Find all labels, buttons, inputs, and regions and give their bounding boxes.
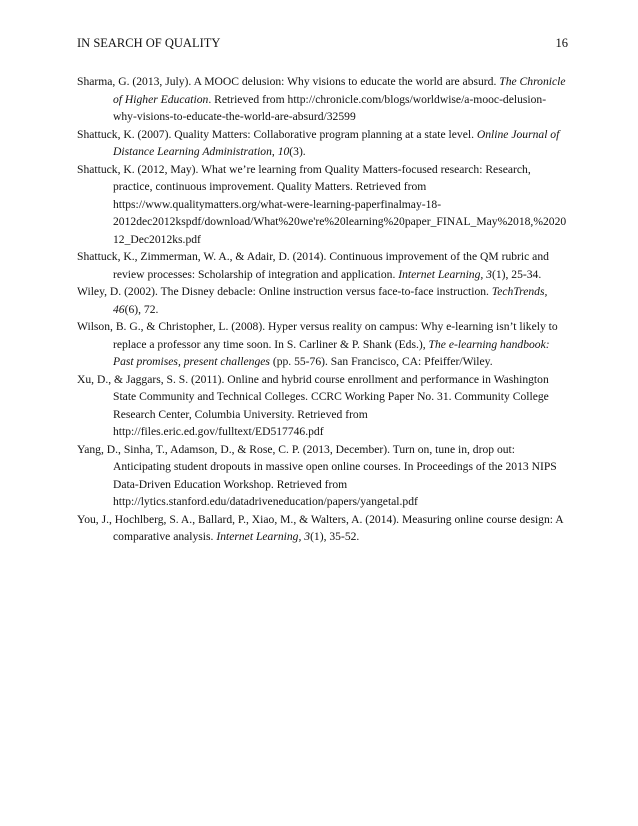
reference-text: Yang, D., Sinha, T., Adamson, D., & Rose, C. P. (2013, December). Turn on, tune in, drop out: Anticipating student dropouts in massive open online courses. In Proceedings of the 2013 NIPS Data-Driven Education Workshop. Retrieved from http://lytics.stanford.edu/datadriveneducation/papers/yangetal.pdf xyxy=(77,442,557,508)
reference-text: Shattuck, K., Zimmerman, W. A., & Adair, D. (2014). Continuous improvement of the QM rubric and review processes: Scholarship of integration and application. xyxy=(77,250,549,281)
reference-shattuck-2012 xyxy=(77,161,568,249)
reference-text: Wilson, B. G., & Christopher, L. (2008). Hyper versus reality on campus: Why e-learning isn’t likely to replace a professor any time soon. In S. Carliner & P. Shank (Eds.), xyxy=(77,320,558,351)
page-number: 16 xyxy=(555,36,568,50)
reference-list xyxy=(77,73,568,546)
reference-wiley-2002 xyxy=(77,283,568,318)
reference-source: Internet Learning, 3 xyxy=(398,267,492,281)
reference-shattuck-2014 xyxy=(77,248,568,283)
reference-text: Xu, D., & Jaggars, S. S. (2011). Online and hybrid course enrollment and performance in Washington State Community and Technical Colleges. CCRC Working Paper No. 31. Community College Research Center, Columbia University. Retrieved from http://files.eric.ed.gov/fulltext/ED517746.pdf xyxy=(77,372,549,438)
reference-volume: 10 xyxy=(277,145,290,158)
reference-text: (3). xyxy=(289,145,306,158)
reference-text: Sharma, G. (2013, July). A MOOC delusion: Why visions to educate the world are absurd. xyxy=(77,75,500,88)
reference-text: Shattuck, K. (2012, May). What we’re learning from Quality Matters-focused research: Research, practice, continuous improvement. Quality Matters. Retrieved from https://www.qualitymatters.org/what-were-learning-paperfinalmay-18-2012dec2012kspdf/download/What%20we're%20learning%20paper_FINAL_May%2018,%2020 12_Dec2012ks.pdf xyxy=(77,162,567,246)
reference-xu-2011 xyxy=(77,371,568,441)
reference-yang-2013 xyxy=(77,441,568,511)
page-header xyxy=(77,36,568,51)
reference-text: (1), 25-34. xyxy=(491,267,542,281)
reference-you-2014 xyxy=(77,511,568,546)
reference-source: The Chronicle of Higher Education xyxy=(113,75,566,106)
running-head: IN SEARCH OF QUALITY xyxy=(77,36,221,50)
reference-text: Shattuck, K. (2007). Quality Matters: Collaborative program planning at a state level. xyxy=(77,127,477,141)
reference-text: (pp. 55-76). San Francisco, CA: Pfeiffer/Wiley. xyxy=(269,355,493,368)
reference-wilson-2008 xyxy=(77,318,568,371)
reference-source: TechTrends, 46 xyxy=(113,285,548,316)
reference-text: (1), 35-52. xyxy=(310,530,360,543)
reference-text: You, J., Hochlberg, S. A., Ballard, P., Xiao, M., & Walters, A. (2014). Measuring online course design: A comparative analysis. xyxy=(77,512,563,543)
reference-source: The e-learning handbook: Past promises, present challenges xyxy=(113,337,550,368)
reference-source: Online Journal of Distance Learning Administration xyxy=(113,127,560,158)
reference-text: Wiley, D. (2002). The Disney debacle: Online instruction versus face-to-face instruction. xyxy=(77,285,492,298)
reference-sharma-2013 xyxy=(77,73,568,126)
reference-source: Internet Learning, 3 xyxy=(216,530,311,543)
reference-text: , xyxy=(271,145,278,158)
reference-text: . Retrieved from http://chronicle.com/blogs/worldwise/a-mooc-delusion-why-visions-to-educate-the-world-are-absurd/32599 xyxy=(113,92,547,123)
reference-shattuck-2007 xyxy=(77,126,568,161)
reference-text: (6), 72. xyxy=(124,302,159,316)
